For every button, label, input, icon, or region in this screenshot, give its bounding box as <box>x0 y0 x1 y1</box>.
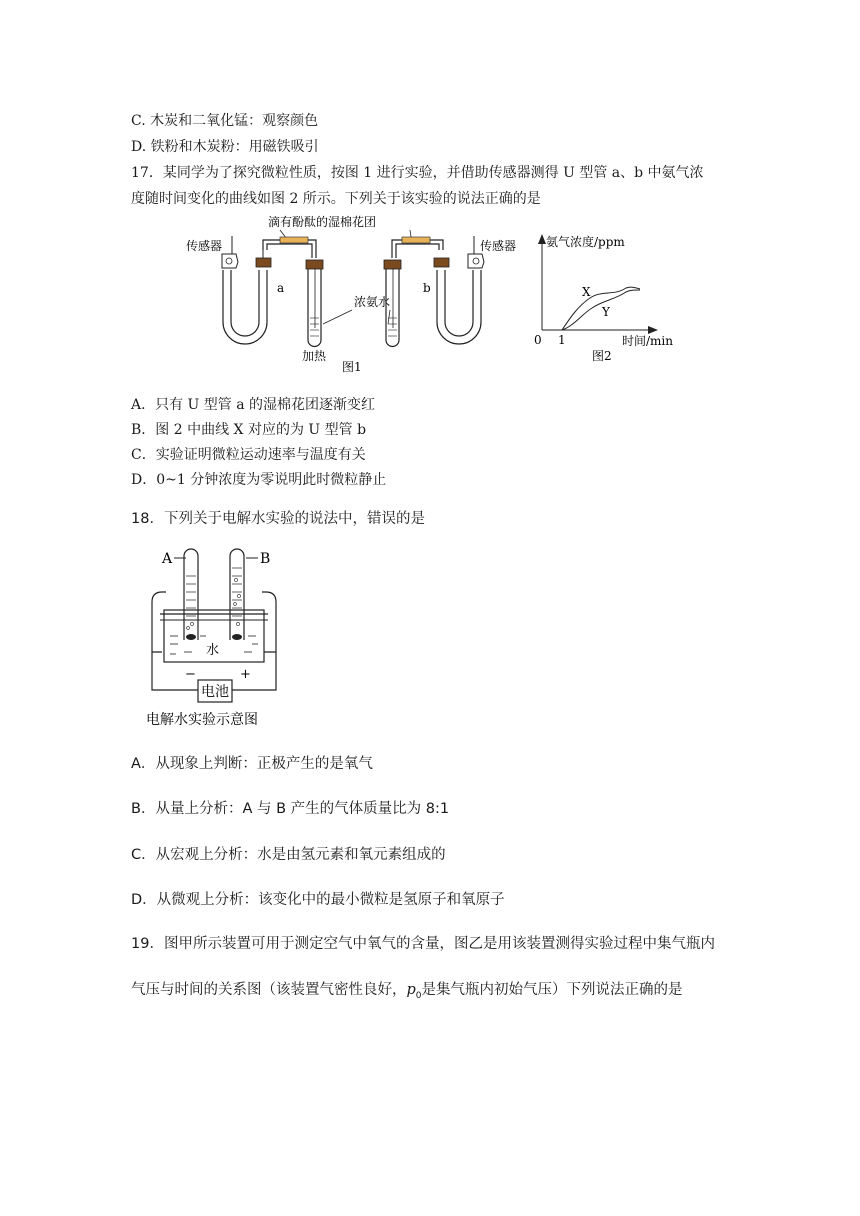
q17-option-b: B．图 2 中曲线 X 对应的为 U 型管 b <box>131 422 367 438</box>
fig18-battery-label: 电池 <box>201 684 229 700</box>
q19-p0-sub: 0 <box>415 990 422 1001</box>
q18-stem: 18．下列关于电解水实验的说法中，错误的是 <box>131 511 425 527</box>
q17-stem-line1: 17．某同学为了探究微粒性质，按图 1 进行实验，并借助传感器测得 U 型管 a、b 中氨气浓 <box>131 165 704 181</box>
option-c-prev: C. 木炭和二氧化锰：观察颜色 <box>131 113 319 129</box>
q18-option-a: A．从现象上判断：正极产生的是氧气 <box>131 756 373 772</box>
q19-stem-part-a: 气压与时间的关系图（该装置气密性良好， <box>131 982 407 998</box>
fig2-origin: 0 <box>534 333 542 347</box>
fig2-ylabel: 氨气浓度/ppm <box>546 235 625 249</box>
q19-p0-symbol: p <box>406 982 416 998</box>
q17-figure1 <box>180 210 530 380</box>
fig2-xlabel: 时间/min <box>622 334 673 348</box>
fig1-ammonia-label: 浓氨水 <box>354 295 391 309</box>
fig18-label-a: A <box>162 551 173 567</box>
fig1-cotton-left <box>280 237 308 243</box>
fig18-minus: − <box>185 667 196 682</box>
fig1-label-a: a <box>277 281 285 295</box>
fig2-label-x: X <box>582 285 591 299</box>
fig1-sensor-right-label: 传感器 <box>480 239 517 253</box>
q18-figure <box>140 540 300 730</box>
fig2-label-y: Y <box>602 305 610 319</box>
fig18-plus: + <box>240 667 251 682</box>
fig1-sensor-left-label: 传感器 <box>186 239 223 253</box>
q18-option-c: C．从宏观上分析：水是由氢元素和氧元素组成的 <box>131 847 446 863</box>
q18-option-d: D．从微观上分析：该变化中的最小微粒是氢原子和氧原子 <box>131 892 505 908</box>
fig1-caption: 图1 <box>342 360 362 374</box>
q19-stem-line1: 19．图甲所示装置可用于测定空气中氧气的含量，图乙是用该装置测得实验过程中集气瓶内 <box>131 936 715 952</box>
q17-option-d: D．0~1 分钟浓度为零说明此时微粒静止 <box>131 472 387 488</box>
fig18-label-b: B <box>260 551 271 567</box>
q19-stem-line2 <box>131 978 683 1001</box>
q18-option-b: B．从量上分析：A 与 B 产生的气体质量比为 8:1 <box>131 801 450 817</box>
fig1-cotton-right <box>402 237 430 243</box>
fig2-curve-y <box>562 290 640 330</box>
fig2-caption: 图2 <box>592 349 612 363</box>
fig18-water-label: 水 <box>206 643 220 658</box>
fig1-heat-label: 加热 <box>302 349 327 363</box>
q17-option-a: A．只有 U 型管 a 的湿棉花团逐渐变红 <box>131 397 376 413</box>
q17-option-c: C．实验证明微粒运动速率与温度有关 <box>131 447 366 463</box>
q19-stem-part-b: 是集气瓶内初始气压）下列说法正确的是 <box>421 982 683 998</box>
q17-stem-line2: 度随时间变化的曲线如图 2 所示。下列关于该实验的说法正确的是 <box>131 191 541 207</box>
fig18-caption: 电解水实验示意图 <box>146 712 258 728</box>
q17-figure2 <box>530 228 690 368</box>
fig1-cotton-label: 滴有酚酞的湿棉花团 <box>268 215 377 229</box>
option-d-prev: D. 铁粉和木炭粉：用磁铁吸引 <box>131 139 319 155</box>
fig2-tick-1: 1 <box>558 333 566 347</box>
fig1-label-b: b <box>423 281 431 295</box>
